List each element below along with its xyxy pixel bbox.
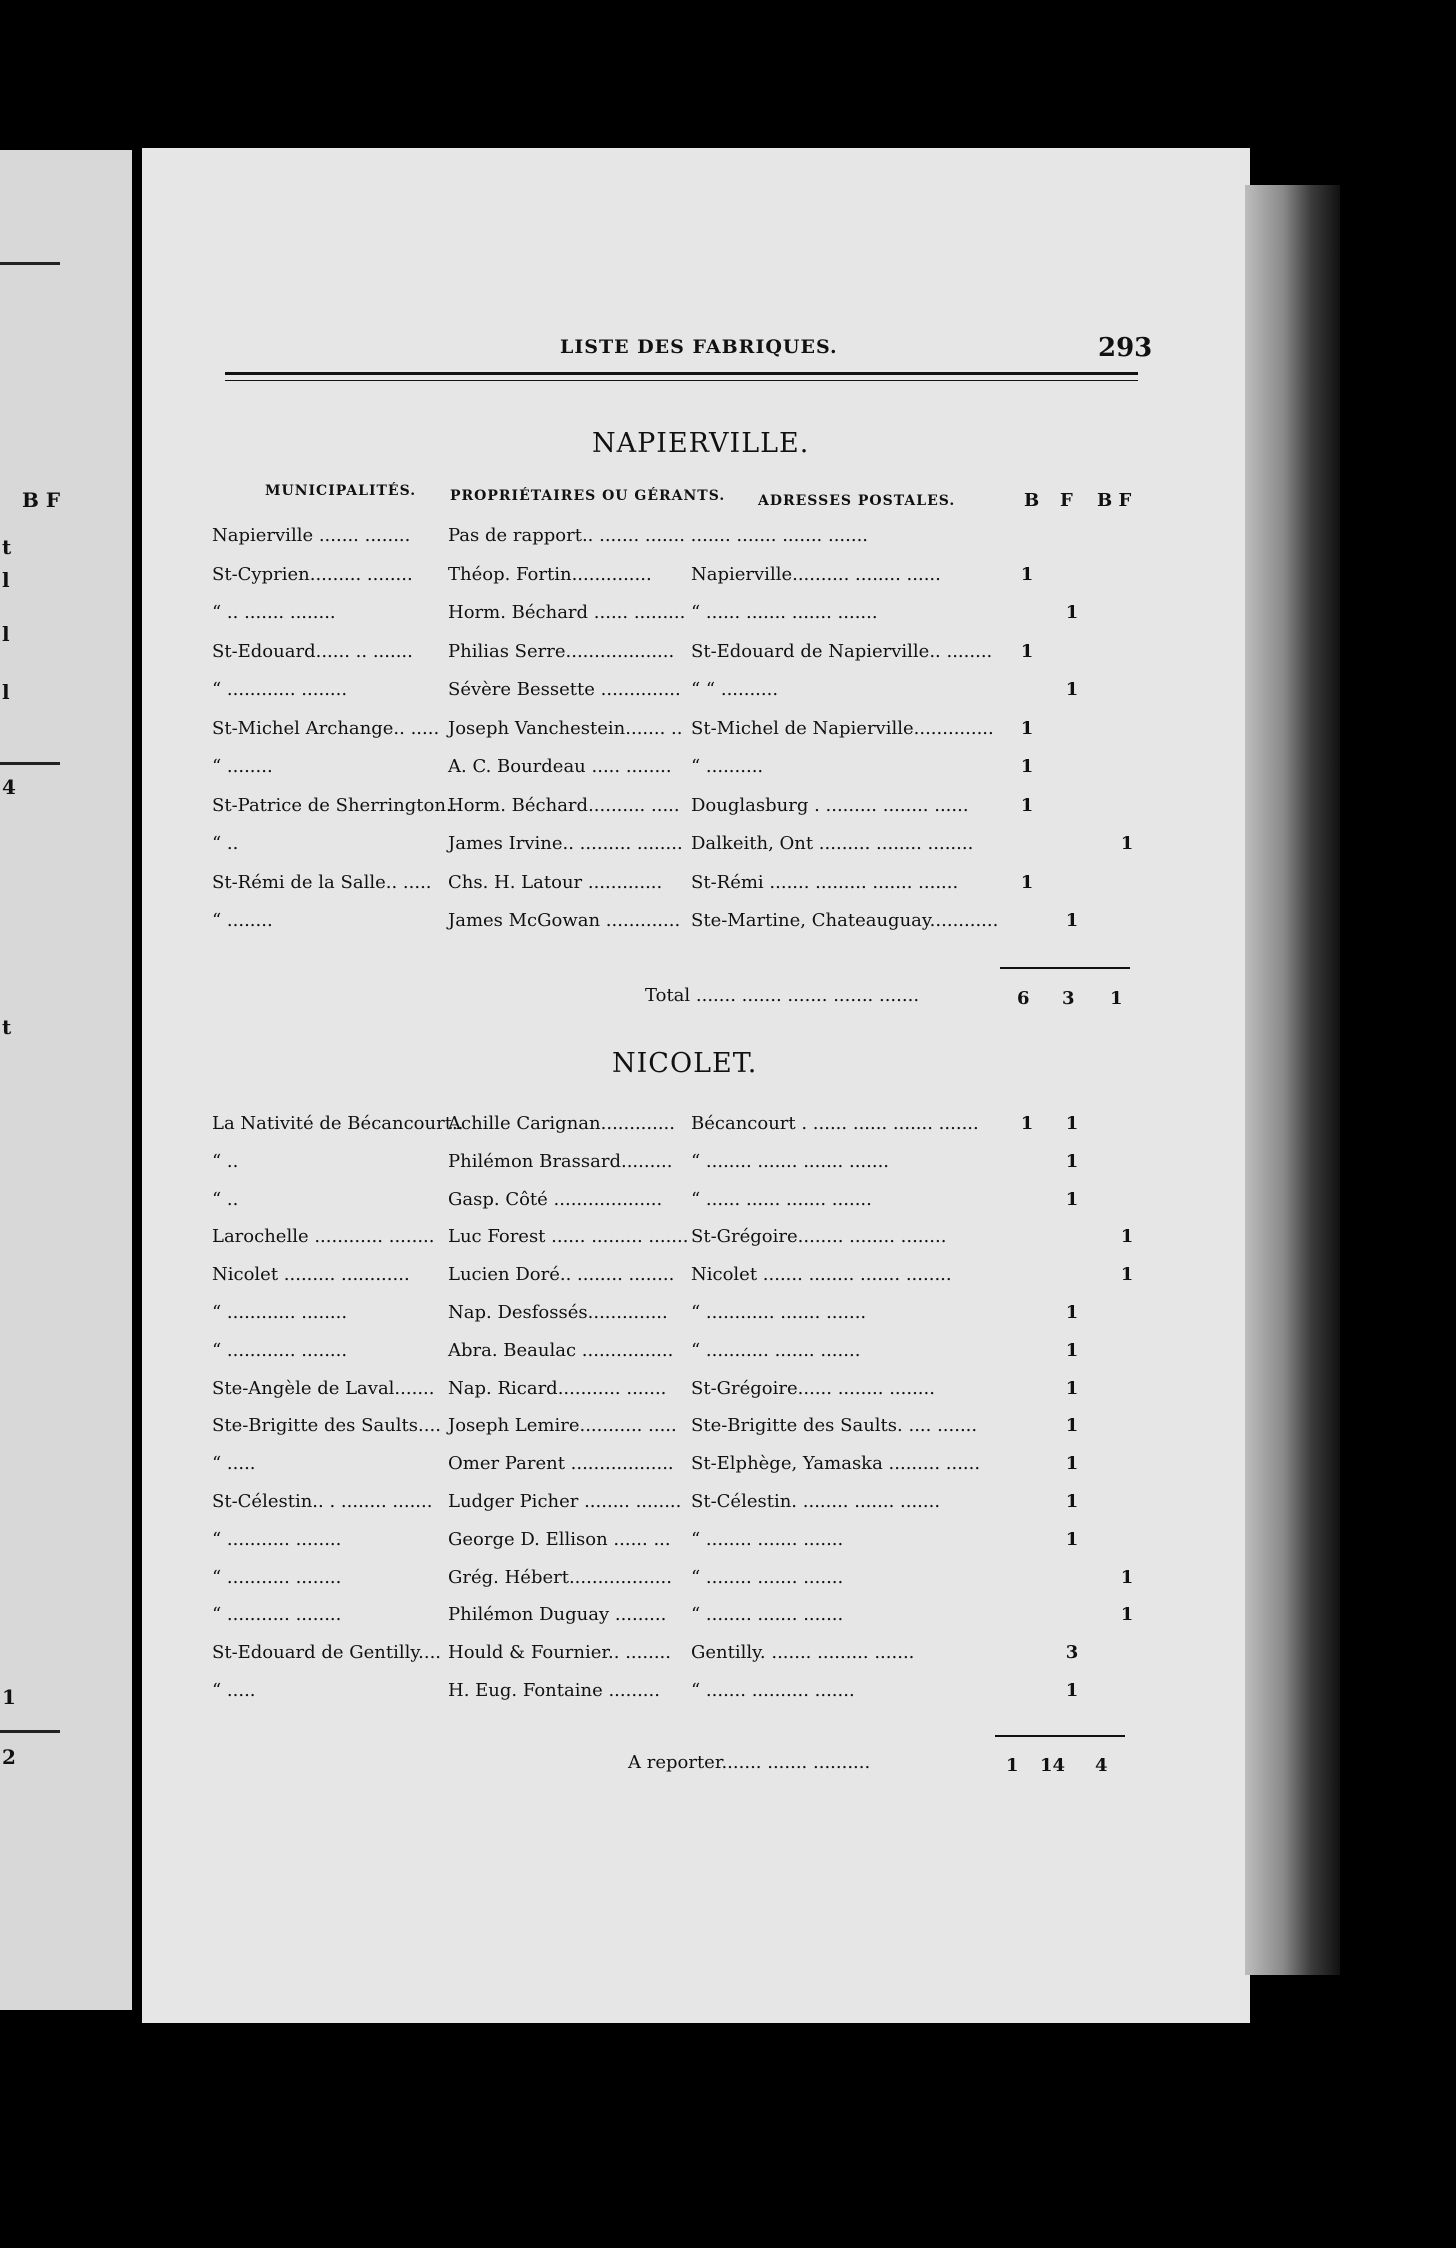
adresse-cell: St-Edouard de Napierville.. ........ [691,640,993,662]
adresse-cell: “ ...... ....... ....... ....... [691,602,878,623]
adresse-cell: “ .......... [691,756,764,777]
count-b-cell: 1 [1020,871,1034,893]
prev-mark: l [2,680,10,704]
total-bf: 1 [1110,988,1123,1009]
proprietaire-cell: Lucien Doré.. ........ ........ [448,1264,675,1286]
prev-mark: t [2,535,12,559]
table-row [212,1604,1142,1634]
municipalite-cell: St-Edouard de Gentilly.... [212,1642,442,1664]
table-row [212,910,1142,940]
proprietaire-cell: Philias Serre................... [448,640,675,662]
municipalite-cell: Nicolet ......... ............ [212,1264,410,1286]
count-bf-cell: 1 [1120,1264,1134,1286]
adresse-cell: “ ........ ....... ....... ....... [691,1150,890,1172]
proprietaire-cell: Hould & Fournier.. ........ [448,1642,671,1664]
table-row [212,525,1142,555]
count-f-cell: 1 [1065,1453,1079,1475]
proprietaire-cell: Horm. Béchard ...... ......... [448,602,686,623]
adresse-cell: “ ........... ....... ....... [691,1339,861,1361]
municipalite-cell: “ ..... [212,1680,256,1701]
adresse-cell: St-Grégoire........ ........ ........ [691,1226,947,1248]
col-header-adresses: ADRESSES POSTALES. [758,493,956,509]
total-label: Total ....... ....... ....... ....... ....... [645,985,920,1006]
table-row [212,1302,1142,1332]
proprietaire-cell: Ludger Picher ........ ........ [448,1491,682,1512]
proprietaire-cell: Grég. Hébert.................. [448,1566,672,1588]
count-f-cell: 1 [1065,1339,1079,1361]
table-row [212,1680,1142,1710]
adresse-cell: Napierville.......... ........ ...... [691,563,941,585]
table-row [212,641,1142,671]
count-bf-cell: 1 [1120,1604,1134,1626]
table-row [212,1642,1142,1672]
reporter-label: A reporter....... ....... .......... [628,1752,871,1773]
municipalite-cell: Napierville ....... ........ [212,525,411,546]
adresse-cell: “ ........ ....... ....... [691,1604,844,1626]
adresse-cell: St-Célestin. ........ ....... ....... [691,1491,941,1512]
table-row [212,1189,1142,1219]
prev-mark: t [2,1015,12,1039]
municipalite-cell: St-Rémi de la Salle.. ..... [212,871,432,893]
municipalite-cell: Ste-Brigitte des Saults.... [212,1415,441,1437]
table-row [212,872,1142,902]
table-row [212,1415,1142,1445]
adresse-cell: “ ........ ....... ....... [691,1528,844,1550]
adresse-cell: St-Elphège, Yamaska ......... ...... [691,1453,981,1475]
running-header: LISTE DES FABRIQUES. [560,336,838,358]
header-rule-thin [225,380,1138,381]
proprietaire-cell: Sévère Bessette .............. [448,679,681,700]
total-rule [1000,967,1130,969]
municipalite-cell: “ .. [212,1188,239,1210]
proprietaire-cell: Nap. Desfossés.............. [448,1302,668,1323]
count-f-cell: 1 [1065,1150,1079,1172]
adresse-cell: St-Michel de Napierville.............. [691,717,994,739]
table-row [212,1491,1142,1521]
adresse-cell: “ ...... ...... ....... ....... [691,1188,872,1210]
municipalite-cell: “ ........... ........ [212,1566,342,1588]
table-row [212,1113,1142,1143]
municipalite-cell: “ .. [212,1150,239,1172]
proprietaire-cell: Achille Carignan............. [448,1113,676,1134]
proprietaire-cell: George D. Ellison ...... ... [448,1528,671,1550]
col-header-municipalites: MUNICIPALITÉS. [265,483,417,499]
proprietaire-cell: Luc Forest ...... ......... ....... [448,1226,689,1248]
table-row [212,1529,1142,1559]
proprietaire-cell: Pas de rapport.. ....... ....... ....... ....... ....... ....... [448,525,869,546]
prev-mark: l [2,568,10,592]
prev-header: B F [22,488,61,512]
count-bf-cell: 1 [1120,1566,1134,1588]
municipalite-cell: St-Michel Archange.. ..... [212,717,440,739]
count-f-cell: 1 [1065,1302,1079,1323]
municipalite-cell: Ste-Angèle de Laval....... [212,1377,435,1399]
reporter-b: 1 [1006,1755,1019,1776]
proprietaire-cell: Théop. Fortin.............. [448,563,652,585]
municipalite-cell: “ ........... ........ [212,1528,342,1550]
prev-rule [0,762,60,765]
adresse-cell: “ ....... .......... ....... [691,1680,855,1701]
reporter-rule [995,1735,1125,1737]
col-header-b: B [1024,490,1040,511]
book-spine [1245,185,1340,1975]
prev-mark: 4 [2,775,16,799]
table-row [212,1378,1142,1408]
municipalite-cell: “ ........ [212,756,273,777]
prev-rule [0,262,60,265]
col-header-f: F [1060,490,1073,511]
adresse-cell: “ ............ ....... ....... [691,1302,867,1323]
table-row [212,1340,1142,1370]
municipalite-cell: “ ........ [212,910,273,931]
proprietaire-cell: James McGowan ............. [448,910,681,931]
municipalite-cell: “ ............ ........ [212,1339,348,1361]
count-b-cell: 1 [1020,1113,1034,1134]
municipalite-cell: St-Cyprien......... ........ [212,563,413,585]
proprietaire-cell: Joseph Lemire........... ..... [448,1415,677,1437]
adresse-cell: Nicolet ....... ........ ....... ........ [691,1264,952,1286]
municipalite-cell: “ ............ ........ [212,679,348,700]
table-row [212,795,1142,825]
section-title-napierville: NAPIERVILLE. [592,428,810,459]
count-f-cell: 3 [1065,1642,1079,1664]
count-b-cell: 1 [1020,640,1034,662]
count-b-cell: 1 [1020,563,1034,585]
proprietaire-cell: H. Eug. Fontaine ......... [448,1680,660,1701]
proprietaire-cell: Abra. Beaulac ................ [448,1339,674,1361]
municipalite-cell: St-Edouard...... .. ....... [212,640,413,662]
total-b: 6 [1017,988,1030,1009]
table-row [212,1453,1142,1483]
municipalite-cell: St-Patrice de Sherrington.. [212,794,458,816]
table-row [212,756,1142,786]
proprietaire-cell: Chs. H. Latour ............. [448,871,663,893]
section-title-nicolet: NICOLET. [612,1048,758,1079]
header-rule [225,372,1138,375]
col-header-bf: B F [1097,490,1132,511]
count-f-cell: 1 [1065,679,1079,700]
prev-mark: 1 [2,1685,16,1709]
municipalite-cell: La Nativité de Bécancourt.. [212,1113,464,1134]
proprietaire-cell: Gasp. Côté ................... [448,1188,663,1210]
reporter-f: 14 [1040,1755,1066,1776]
municipalite-cell: “ ........... ........ [212,1604,342,1626]
count-b-cell: 1 [1020,794,1034,816]
count-f-cell: 1 [1065,1188,1079,1210]
table-row [212,1567,1142,1597]
municipalite-cell: “ .. ....... ........ [212,602,336,623]
table-row [212,679,1142,709]
proprietaire-cell: James Irvine.. ......... ........ [448,833,683,854]
previous-page-fragment [0,150,132,2010]
count-f-cell: 1 [1065,1377,1079,1399]
table-row [212,1264,1142,1294]
prev-rule [0,1730,60,1733]
proprietaire-cell: Omer Parent .................. [448,1453,674,1475]
count-b-cell: 1 [1020,717,1034,739]
table-row [212,602,1142,632]
table-row [212,718,1142,748]
proprietaire-cell: Philémon Duguay ......... [448,1604,667,1626]
count-f-cell: 1 [1065,1528,1079,1550]
count-f-cell: 1 [1065,1415,1079,1437]
reporter-bf: 4 [1095,1755,1108,1776]
table-row [212,833,1142,863]
adresse-cell: Ste-Brigitte des Saults. .... ....... [691,1415,978,1437]
count-f-cell: 1 [1065,1491,1079,1512]
page-number: 293 [1098,333,1153,363]
municipalite-cell: St-Célestin.. . ........ ....... [212,1491,433,1512]
adresse-cell: Bécancourt . ...... ...... ....... ....... [691,1113,979,1134]
count-f-cell: 1 [1065,602,1079,623]
count-f-cell: 1 [1065,1680,1079,1701]
col-header-proprietaires: PROPRIÉTAIRES OU GÉRANTS. [450,488,726,504]
total-f: 3 [1062,988,1075,1009]
proprietaire-cell: Joseph Vanchestein....... .. [448,717,683,739]
adresse-cell: “ “ .......... [691,679,779,700]
municipalite-cell: Larochelle ............ ........ [212,1226,435,1248]
adresse-cell: Gentilly. ....... ......... ....... [691,1642,915,1664]
adresse-cell: “ ........ ....... ....... [691,1566,844,1588]
table-row [212,1226,1142,1256]
municipalite-cell: “ ..... [212,1453,256,1475]
table-row [212,1151,1142,1181]
proprietaire-cell: Philémon Brassard......... [448,1150,673,1172]
count-b-cell: 1 [1020,756,1034,777]
count-bf-cell: 1 [1120,1226,1134,1248]
adresse-cell: Ste-Martine, Chateauguay............ [691,910,999,931]
adresse-cell: Douglasburg . ......... ........ ...... [691,794,969,816]
count-bf-cell: 1 [1120,833,1134,854]
municipalite-cell: “ .. [212,833,239,854]
adresse-cell: Dalkeith, Ont ......... ........ ........ [691,833,974,854]
proprietaire-cell: Nap. Ricard........... ....... [448,1377,667,1399]
municipalite-cell: “ ............ ........ [212,1302,348,1323]
prev-mark: 2 [2,1745,16,1769]
adresse-cell: St-Grégoire...... ........ ........ [691,1377,935,1399]
proprietaire-cell: A. C. Bourdeau ..... ........ [448,756,672,777]
prev-mark: l [2,622,10,646]
proprietaire-cell: Horm. Béchard.......... ..... [448,794,680,816]
table-row [212,564,1142,594]
adresse-cell: St-Rémi ....... ......... ....... ....... [691,871,959,893]
count-f-cell: 1 [1065,910,1079,931]
count-f-cell: 1 [1065,1113,1079,1134]
